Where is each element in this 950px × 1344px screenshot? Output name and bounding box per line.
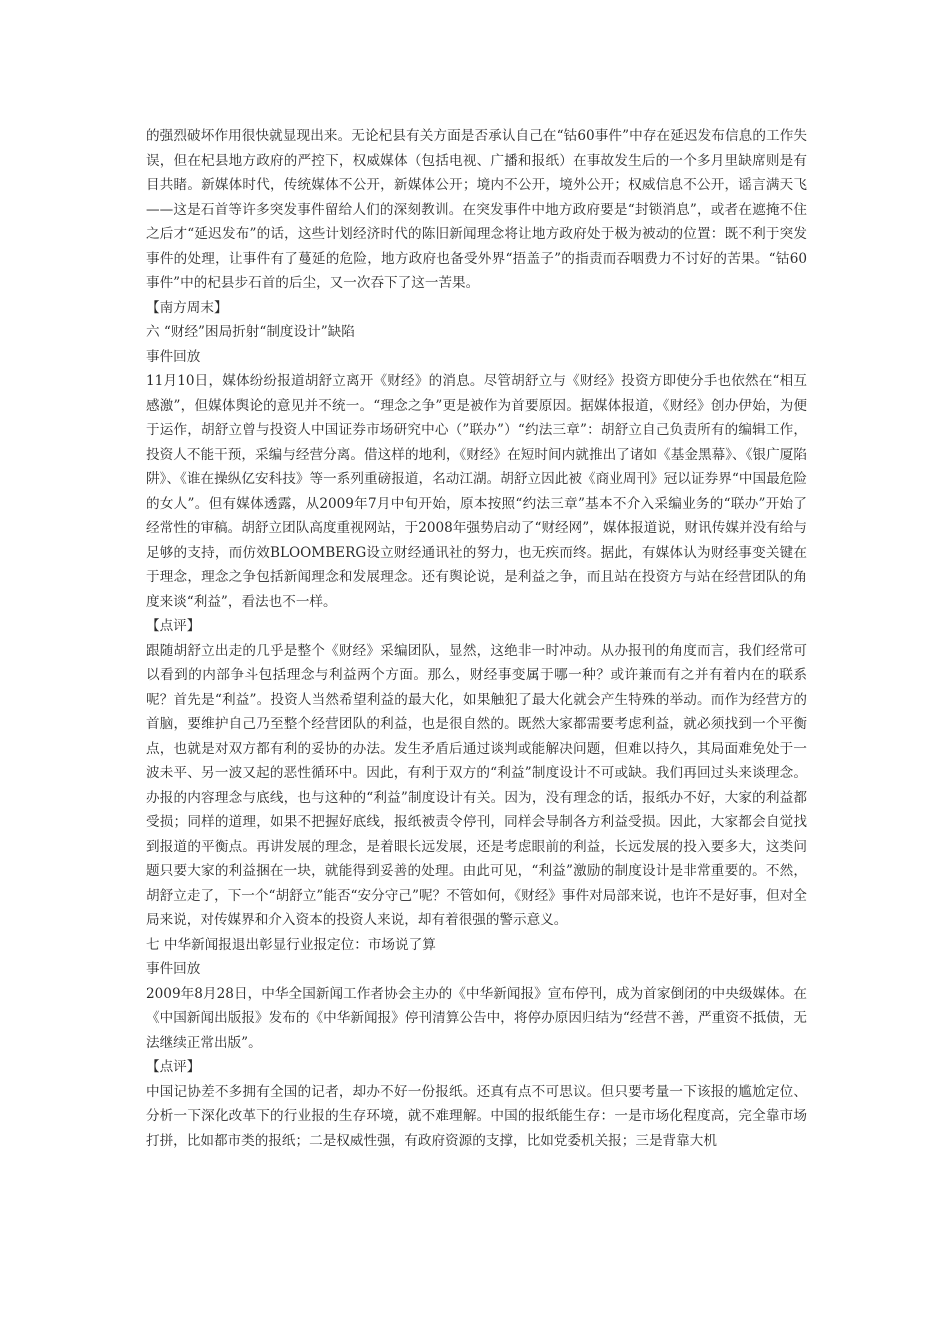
event-review-label-1: 事件回放 [146,348,201,365]
para-5: 中国记协差不多拥有全国的记者，却办不好一份报纸。还真有点不可思议。但只要考量一下该报的尴尬定位、分析一下深化改革下的行业报的生存环境，就不难理解。中国的报纸能生存：一是市场化程度高，完全靠市场打拼，比如都市类的报纸；二是权威性强，有政府资源的支撑，比如党委机关报；三是背靠大机 [146,1083,807,1149]
source-label: 【南方周末】 [146,299,228,316]
para-3: 跟随胡舒立出走的几乎是整个《财经》采编团队，显然，这绝非一时冲动。从办报刊的角度而言，我们经常可以看到的内部争斗包括理念与利益两个方面。那么，财经事变属于哪一种？或许兼而有之并有着内在的联系呢？首先是“利益”。投资人当然希望利益的最大化，如果触犯了最大化就会产生特殊的举动。而作为经营方的首脑，要维护自己乃至整个经营团队的利益，也是很自然的。既然大家都需要考虑利益，就必须找到一个平衡点，也就是对双方都有利的妥协的办法。发生矛盾后通过谈判或能解决问题，但难以持久，其局面难免处于一波未平、另一波又起的恶性循环中。因此，有利于双方的“利益”制度设计不可或缺。我们再回过头来谈理念。办报的内容理念与底线，也与这种的“利益”制度设计有关。因为，没有理念的话，报纸办不好，大家的利益都受损；同样的道理，如果不把握好底线，报纸被责令停刊，同样会导制各方利益受损。因此，大家都会自觉找到报道的平衡点。再讲发展的理念，是着眼长远发展，还是考虑眼前的利益，长远发展的投入要多大，这类问题只要大家的利益捆在一块，就能得到妥善的处理。由此可见，“利益”激励的制度设计是非常重要的。不然，胡舒立走了，下一个“胡舒立”能否“安分守己”呢？不管如何，《财经》事件对局部来说，也许不是好事，但对全局来说，对传媒界和介入资本的投资人来说，却有着很强的警示意义。 [146,642,807,928]
para-4: 2009年8月28日，中华全国新闻工作者协会主办的《中华新闻报》宣布停刊，成为首家倒闭的中央级媒体。在《中国新闻出版报》发布的《中华新闻报》停刊清算公告中，将停办原因归结为“经营不善，严重资不抵债，无法继续正常出版”。 [146,985,807,1051]
section-heading-6: 六 “财经”困局折射“制度设计”缺陷 [146,324,355,340]
comment-label-1: 【点评】 [146,618,201,634]
para-1: 的强烈破坏作用很快就显现出来。无论杞县有关方面是否承认自己在“钴60事件”中存在延迟发布信息的工作失误，但在杞县地方政府的严控下，权威媒体（包括电视、广播和报纸）在事故发生后的一个多月里缺席则是有目共睹。新媒体时代，传统媒体不公开，新媒体公开；境内不公开，境外公开；权威信息不公开，谣言满天飞——这是石首等许多突发事件留给人们的深刻教训。在突发事件中地方政府要是“封锁消息”，或者在遮掩不住之后才“延迟发布”的话，这些计划经济时代的陈旧新闻理念将让地方政府处于极为被动的位置：既不利于突发事件的处理，让事件有了蔓延的危险，地方政府也备受外界“捂盖子”的指责而吞咽费力不讨好的苦果。“钴60事件”中的杞县步石首的后尘，又一次吞下了这一苦果。 [146,128,807,291]
event-review-label-2: 事件回放 [146,961,201,977]
section-heading-7: 七 中华新闻报退出彰显行业报定位：市场说了算 [146,936,436,953]
para-2: 11月10日，媒体纷纷报道胡舒立离开《财经》的消息。尽管胡舒立与《财经》投资方即使分手也依然在“相互感激”，但媒体舆论的意见并不统一。“理念之争”更是被作为首要原因。据媒体报道，《财经》创办伊始，为便于运作，胡舒立曾与投资人中国证券市场研究中心（”联办”）“约法三章”：胡舒立自己负责所有的编辑工作，投资人不能干预，采编与经营分离。借这样的地利，《财经》在短时间内就推出了诸如《基金黑幕》、《银广厦陷阱》、《谁在操纵亿安科技》等一系列重磅报道，名动江湖。胡舒立因此被《商业周刊》冠以证券界“中国最危险的女人”。但有媒体透露，从2009年7月中旬开始，原本按照“约法三章”基本不介入采编业务的“联办”开始了经常性的审稿。胡舒立团队高度重视网站，于2008年强势启动了“财经网”，媒体报道说，财讯传媒并没有给与足够的支持，而仿效BLOOMBERG设立财经通讯社的努力，也无疾而终。据此，有媒体认为财经事变关键在于理念，理念之争包括新闻理念和发展理念。还有舆论说，是利益之争，而且站在投资方与站在经营团队的角度来谈“利益”，看法也不一样。 [146,373,807,610]
comment-label-2: 【点评】 [146,1059,201,1075]
